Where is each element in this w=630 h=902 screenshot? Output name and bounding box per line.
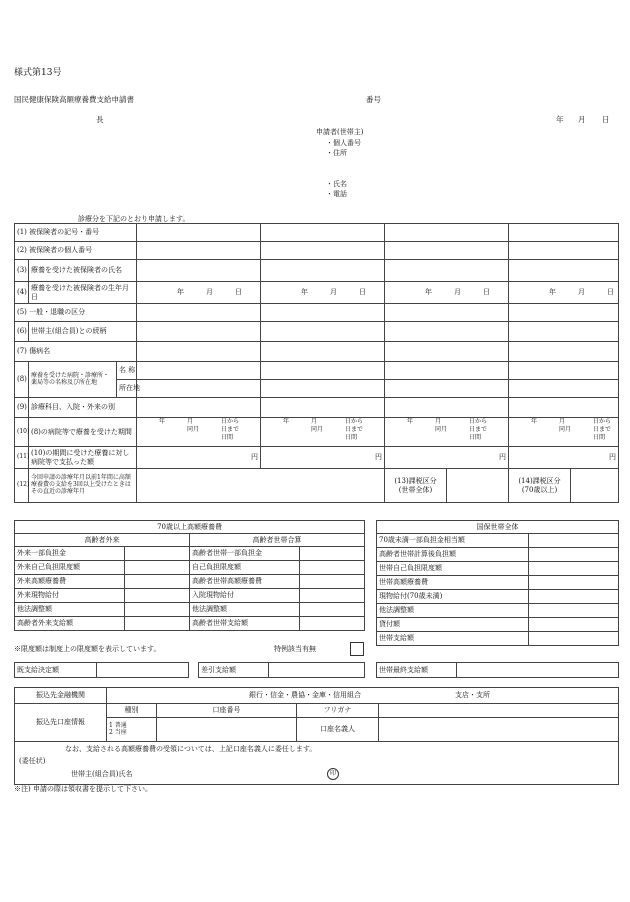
row7-cell[interactable] [385,342,509,362]
row12-cell[interactable] [137,469,385,503]
outpatient-value[interactable] [125,547,190,561]
outpatient-item: 高齢者外来支給額 [15,617,125,631]
row10-period-cell[interactable]: 年 月 日から 同月 日まで 日間 [261,418,385,447]
outpatient-item: 外来一部負担金 [15,547,125,561]
date-month: 月 [578,115,586,124]
whole-value[interactable] [529,618,619,632]
whole-item: 世帯自己負担限度額 [377,562,529,576]
row1-cell[interactable] [261,224,385,242]
final-amount-table [376,662,619,678]
paid-decided-value[interactable] [97,663,189,678]
delegation-label: (委任状) [19,757,46,765]
outpatient-item: 他法調整額 [15,603,125,617]
row11-amount-cell[interactable]: 円 [509,447,619,469]
whole-value[interactable] [529,632,619,646]
row12-no: (12) [15,469,29,503]
row8-location-cell[interactable] [385,380,509,398]
row1-label: (1) 被保険者の記号・番号 [15,224,137,242]
row3-cell[interactable] [509,260,619,282]
whole-value[interactable] [529,604,619,618]
outpatient-value[interactable] [125,603,190,617]
whole-item: 貸付額 [377,618,529,632]
row2-label: (2) 被保険者の個人番号 [15,242,137,260]
household-value[interactable] [300,589,365,603]
bank-account-label: 振込先口座情報 [15,704,107,742]
delegation-cell [15,742,619,785]
outpatient-head: 高齢者外来 [15,534,190,547]
row6-cell[interactable] [509,322,619,342]
special-case-checkbox[interactable] [350,642,364,656]
row12-label: 今回申請の診療年月以前1年間に高額療養費の支給を3回以上受けたときはその直近の診療年月 [29,469,137,503]
whole-item: 他法調整額 [377,604,529,618]
row6-no: (6) [15,322,29,342]
row8-name-cell[interactable] [385,362,509,380]
outpatient-value[interactable] [125,575,190,589]
whole-household-table [376,520,619,646]
row1-cell[interactable] [137,224,261,242]
row3-cell[interactable] [385,260,509,282]
row10-label: (8)の病院等で療養を受けた期間 [29,418,137,447]
bank-institution-cell[interactable]: 銀行・信金・農協・金庫・信用組合 支店・支所 [107,688,619,704]
addressee-suffix: 長 [96,115,104,124]
bank-table [14,687,619,785]
household-item: 高齢者世帯一部負担金 [190,547,300,561]
whole-title: 国保世帯全体 [377,521,619,534]
applicant-individual-no: ・個人番号 [326,139,361,147]
limit-note: ※限度額は制度上の限度額を表示しています。 [14,645,161,653]
row11-amount-cell[interactable]: 円 [137,447,261,469]
row9-label: 診療科目、入院・外来の別 [29,398,137,418]
furigana-label: フリガナ [297,704,379,718]
row11-amount-cell[interactable]: 円 [261,447,385,469]
applicant-phone: ・電話 [326,190,347,198]
row1-cell[interactable] [385,224,509,242]
date-day: 日 [602,115,610,124]
row5-cell[interactable] [261,304,385,322]
row8-location-cell[interactable] [137,380,261,398]
household-value[interactable] [300,561,365,575]
household-item: 自己負担限度額 [190,561,300,575]
row8-location-label: 所在地 [117,380,137,398]
row6-cell[interactable] [137,322,261,342]
account-holder-label: 口座名義人 [297,718,379,742]
over70-table [14,520,365,631]
household-item: 高齢者世帯支給額 [190,617,300,631]
account-number-label: 口座番号 [157,704,297,718]
row8-location-cell[interactable] [509,380,619,398]
row4-cell[interactable]: 年 月 日 [385,282,509,304]
row9-cell[interactable] [509,398,619,418]
row6-cell[interactable] [385,322,509,342]
row8-location-cell[interactable] [261,380,385,398]
row4-cell[interactable]: 年 月 日 [509,282,619,304]
whole-value[interactable] [529,548,619,562]
row9-cell[interactable] [261,398,385,418]
seal-icon: 印 [327,768,339,780]
paid-decided-label: 既支給決定額 [15,663,97,678]
account-holder-input[interactable] [379,718,619,742]
row4-label: 療養を受けた被保険者の生年月日 [29,282,137,304]
row10-period-cell[interactable]: 年 月 日から 同月 日まで 日間 [137,418,261,447]
row8-label: 療養を受けた病院・診療所・薬局等の名称及び所在地 [29,362,117,398]
final-amount-label: 世帯最終支給額 [377,663,457,678]
household-item: 高齢者世帯高額療養費 [190,575,300,589]
tax-class-over70-label: (14)課税区分 (70歳以上) [509,469,571,503]
whole-value[interactable] [529,576,619,590]
household-item: 入院現物給付 [190,589,300,603]
row7-cell[interactable] [137,342,261,362]
row5-label: (5) 一般・退職の区分 [15,304,137,322]
delegation-text: なお、支給される高額療養費の受領については、上記口座名義人に委任します。 [65,745,317,753]
row3-label: 療養を受けた被保険者の氏名 [29,260,137,282]
special-case-label: 特例該当有無 [274,645,316,653]
row3-no: (3) [15,260,29,282]
furigana-input[interactable] [379,704,619,718]
outpatient-value[interactable] [125,589,190,603]
deduct-value[interactable] [269,663,365,678]
row5-cell[interactable] [509,304,619,322]
intro-text: 診療分を下記のとおり申請します。 [78,215,190,223]
delegation-signer: 世帯主(組合員)氏名 [71,770,133,778]
row4-cell[interactable]: 年 月 日 [137,282,261,304]
paid-decided-table [14,662,189,678]
whole-item: 現物給付(70歳未満) [377,590,529,604]
applicant-heading: 申請者(世帯主) [316,128,364,136]
row7-label: (7) 傷病名 [15,342,137,362]
row11-no: (11) [15,447,29,469]
row1-cell[interactable] [509,224,619,242]
row4-no: (4) [15,282,29,304]
household-value[interactable] [300,547,365,561]
row11-amount-cell[interactable]: 円 [385,447,509,469]
household-value[interactable] [300,575,365,589]
account-kind-options[interactable]: 1 普通 2 当座 [107,718,157,742]
row7-cell[interactable] [509,342,619,362]
household-head: 高齢者世帯合算 [190,534,365,547]
outpatient-item: 外来自己負担限度額 [15,561,125,575]
tax-class-over70-cell[interactable] [571,469,619,503]
outpatient-value[interactable] [125,561,190,575]
household-value[interactable] [300,617,365,631]
row5-cell[interactable] [385,304,509,322]
row8-name-label: 名 称 [117,362,137,380]
row2-digit-boxes[interactable] [509,242,619,260]
deduct-table [198,662,365,678]
outpatient-value[interactable] [125,617,190,631]
row5-cell[interactable] [137,304,261,322]
outpatient-item: 外来現物給付 [15,589,125,603]
account-kind-label: 種別 [107,704,157,718]
over70-title: 70歳以上高額療養費 [15,521,365,534]
number-label: 番号 [366,95,381,104]
household-item: 他法調整額 [190,603,300,617]
final-amount-value[interactable] [457,663,619,678]
whole-item: 高齢者世帯計算後負担額 [377,548,529,562]
row9-cell[interactable] [137,398,261,418]
row2-digit-boxes[interactable] [137,242,261,260]
bank-institution-label: 振込先金融機関 [15,688,107,704]
row6-label: 世帯主(組合員)との続柄 [29,322,137,342]
whole-item: 世帯高額療養費 [377,576,529,590]
row8-name-cell[interactable] [137,362,261,380]
row7-cell[interactable] [261,342,385,362]
row4-cell[interactable]: 年 月 日 [261,282,385,304]
row3-cell[interactable] [261,260,385,282]
whole-value[interactable] [529,562,619,576]
account-number-input[interactable] [157,718,297,742]
whole-value[interactable] [529,534,619,548]
tax-class-household-label: (13)課税区分 (世帯全体) [385,469,447,503]
outpatient-item: 外来高額療養費 [15,575,125,589]
row8-name-cell[interactable] [261,362,385,380]
applicant-name: ・氏名 [326,180,347,188]
row9-cell[interactable] [385,398,509,418]
row8-no: (8) [15,362,29,398]
row2-digit-boxes[interactable] [385,242,509,260]
form-title: 国民健康保険高額療養費支給申請書 [14,95,134,104]
whole-item: 70歳未満一部負担金相当額 [377,534,529,548]
row2-digit-boxes[interactable] [261,242,385,260]
tax-class-household-cell[interactable] [447,469,509,503]
row9-no: (9) [15,398,29,418]
deduct-label: 差引支給額 [199,663,269,678]
row10-period-cell[interactable]: 年 月 日から 同月 日まで 日間 [385,418,509,447]
row10-no: (10) [15,418,29,447]
row8-name-cell[interactable] [509,362,619,380]
whole-value[interactable] [529,590,619,604]
row3-cell[interactable] [137,260,261,282]
row10-period-cell[interactable]: 年 月 日から 同月 日まで 日間 [509,418,619,447]
form-number: 様式第13号 [14,68,62,78]
whole-item: 世帯支給額 [377,632,529,646]
household-value[interactable] [300,603,365,617]
applicant-address: ・住所 [326,149,347,157]
row11-label: (10)の期間に受けた療養に対し病院等で支払った額 [29,447,137,469]
row6-cell[interactable] [261,322,385,342]
date-year: 年 [556,115,564,124]
main-table [14,223,619,503]
footnote: ※注) 申請の際は領収書を提示して下さい。 [14,785,152,793]
